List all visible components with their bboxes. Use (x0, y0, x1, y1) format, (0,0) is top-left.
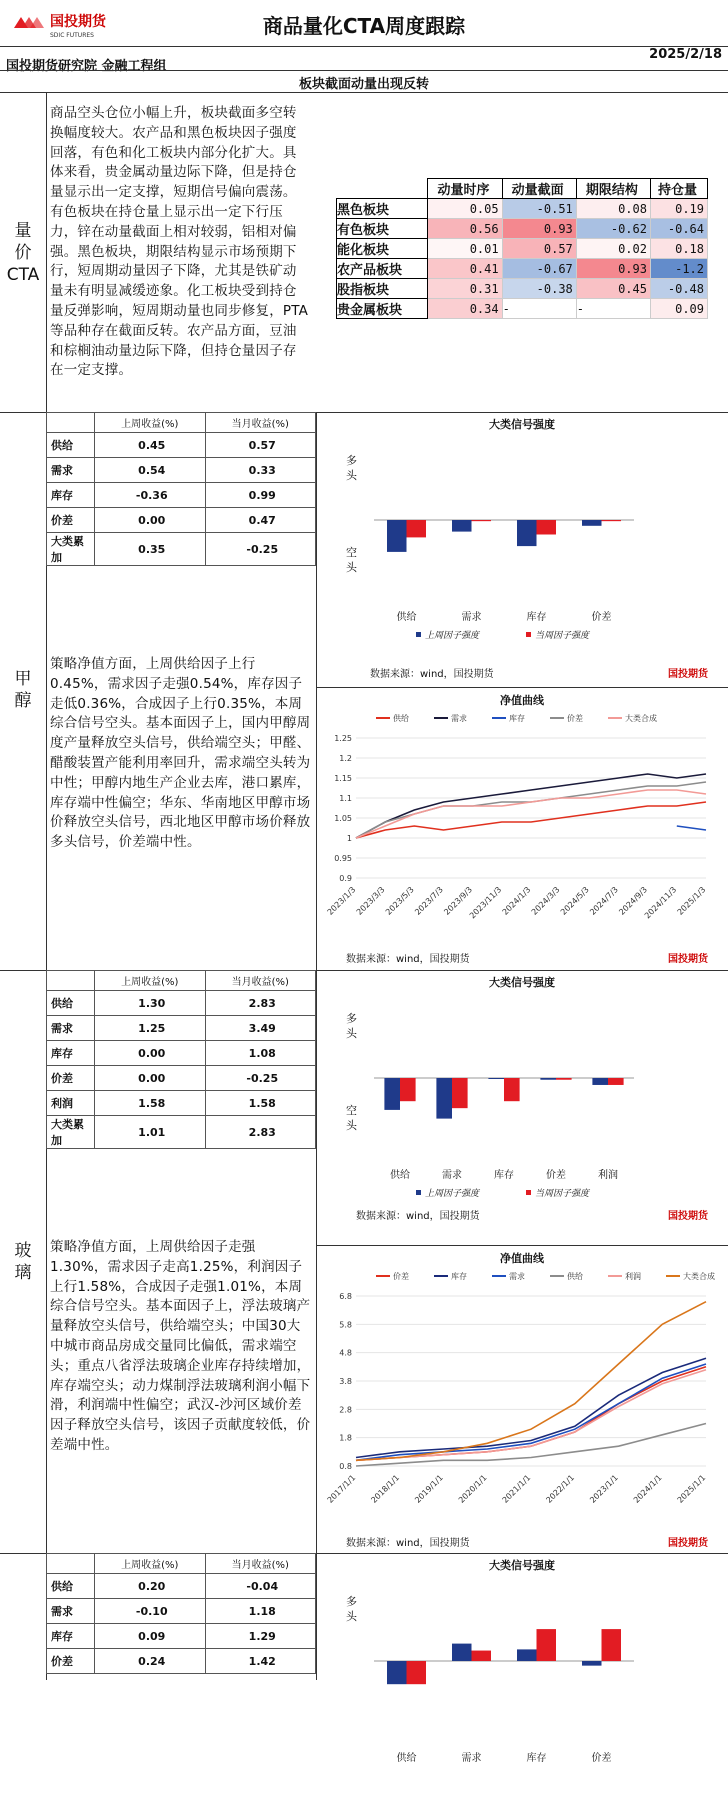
table-header: 当月收益(%) (205, 971, 316, 991)
table-cell: 2.83 (205, 991, 316, 1016)
series-line (356, 802, 706, 838)
table-row (47, 508, 316, 533)
bar (407, 1661, 427, 1684)
legend-label: 上周因子强度 (425, 631, 480, 641)
long-label: 多 (346, 1012, 357, 1025)
short-label: 空 (346, 546, 357, 559)
table-cell: 0.00 (95, 508, 206, 533)
heatmap-cell: 0.09 (650, 299, 707, 319)
category-label: 需求 (442, 1170, 462, 1181)
x-tick-label: 2024/3/3 (529, 885, 562, 917)
y-tick-label: 1.05 (334, 814, 352, 823)
chart-title: 净值曲线 (500, 694, 544, 707)
legend-label: 库存 (509, 714, 525, 723)
heatmap-cell: -0.38 (502, 279, 576, 299)
category-label: 需求 (461, 1753, 482, 1764)
bar (540, 1078, 556, 1080)
svg-text:国投期货: 国投期货 (50, 14, 106, 30)
bar (436, 1078, 452, 1119)
table-header: 上周收益(%) (95, 413, 206, 433)
x-tick-label: 2024/5/3 (558, 885, 591, 917)
table-cell: -0.36 (95, 483, 206, 508)
y-tick-label: 2.8 (339, 1405, 352, 1415)
long-label: 头 (346, 1610, 357, 1623)
legend-label: 库存 (451, 1272, 467, 1281)
chart-title: 大类信号强度 (489, 1559, 555, 1572)
category-label: 供给 (390, 1170, 410, 1181)
y-tick-label: 1 (346, 834, 352, 843)
heatmap-cell: -0.51 (502, 199, 576, 219)
table-row (47, 1574, 316, 1599)
x-tick-label: 2023/3/3 (354, 885, 387, 917)
heatmap-col-header: 期限结构 (576, 179, 650, 199)
bar (472, 1651, 492, 1661)
bar (407, 520, 427, 537)
overview-text: 商品空头仓位小幅上升，板块截面多空转换幅度较大。农产品和黑色板块因子强度回落，有色和化工板块内部分化扩大。具体来看，贵金属动量边际下降，但是持仓量显示出一定支撑，短期信号偏向震荡。有色板块在持仓量上显示出一定下行压力，锌在动量截面上相对较弱，铝相对偏强。黑色板块，期限结构显示市场预期下行，短周期动量因子下降，尤其是铁矿动量未有明显减缓迹象。化工板块受到持仓量反弹影响，短周期动量也同步修复，PTA等品种存在截面反转。农产品方面，豆油和棕榈油动量边际下降，但持仓量因子存在一定支撑。 (50, 105, 309, 379)
table-row (47, 1624, 316, 1649)
y-tick-label: 1.1 (339, 794, 352, 803)
table-cell: 0.57 (205, 433, 316, 458)
table-cell: 需求 (47, 1599, 95, 1624)
heatmap-cell: 0.08 (576, 199, 650, 219)
table-cell: 0.00 (95, 1041, 206, 1066)
heatmap-cell: -0.62 (576, 219, 650, 239)
table-header: 当月收益(%) (205, 413, 316, 433)
glass-nav-chart (316, 1246, 728, 1553)
table-cell: -0.04 (205, 1574, 316, 1599)
y-tick-label: 1.15 (334, 774, 352, 783)
heatmap-row-label: 能化板块 (337, 239, 428, 259)
heatmap-row-label: 农产品板块 (337, 259, 428, 279)
y-tick-label: 6.8 (339, 1292, 352, 1301)
table-row (47, 433, 316, 458)
table-row (47, 1649, 316, 1674)
table-cell: 大类累加 (47, 533, 95, 566)
glass-label: 玻 璃 (14, 1241, 32, 1283)
legend-label: 上周因子强度 (425, 1189, 480, 1199)
heatmap-cell: 0.45 (576, 279, 650, 299)
factor-heatmap (336, 178, 708, 319)
bar (608, 1078, 624, 1085)
x-tick-label: 2018/1/1 (369, 1473, 402, 1505)
x-tick-label: 2023/7/3 (413, 885, 445, 917)
category-label: 库存 (526, 612, 547, 623)
x-tick-label: 2024/1/1 (631, 1473, 664, 1505)
source-note: 数据来源：wind，国投期货 (370, 669, 494, 680)
y-tick-label: 0.8 (339, 1462, 352, 1471)
table-cell: 1.29 (205, 1624, 316, 1649)
table-row (47, 1041, 316, 1066)
table-cell: 1.58 (95, 1091, 206, 1116)
bar (537, 520, 557, 535)
bar (556, 1078, 572, 1080)
fourth-return-table (46, 1553, 316, 1674)
table-cell: 0.00 (95, 1066, 206, 1091)
legend-label: 当周因子强度 (535, 1189, 590, 1199)
legend-label: 供给 (393, 714, 409, 723)
table-cell: 1.25 (95, 1016, 206, 1041)
y-tick-label: 1.8 (339, 1433, 352, 1443)
long-label: 头 (346, 1027, 357, 1040)
heatmap-col-header: 动量时序 (428, 179, 502, 199)
table-cell: 0.20 (95, 1574, 206, 1599)
long-label: 头 (346, 469, 357, 482)
table-cell: 1.30 (95, 991, 206, 1016)
legend-label: 价差 (567, 714, 583, 723)
table-row (47, 1116, 316, 1149)
category-label: 利润 (598, 1170, 618, 1181)
heatmap-row-label: 黑色板块 (337, 199, 428, 219)
heatmap-cell: 0.56 (428, 219, 502, 239)
heatmap-cell: 0.93 (502, 219, 576, 239)
heatmap-cell: - (576, 299, 650, 319)
table-header: 当月收益(%) (205, 1554, 316, 1574)
table-row (47, 991, 316, 1016)
table-cell: 0.35 (95, 533, 206, 566)
long-label: 多 (346, 454, 357, 467)
table-row (47, 458, 316, 483)
table-row (47, 483, 316, 508)
source-note: 数据来源：wind，国投期货 (356, 1211, 480, 1222)
heatmap-col-header: 动量截面 (502, 179, 576, 199)
table-cell: 库存 (47, 1041, 95, 1066)
table-row (47, 533, 316, 566)
table-cell: 1.01 (95, 1116, 206, 1149)
glass-text: 策略净值方面，上周供给因子走强1.30%，需求因子走高1.25%，利润因子上行1.58%，合成因子走强1.01%，本周综合信号空头。基本面因子上，浮法玻璃产量释放空头信号，供给端空头；中国30大中城市商品房成交量同比偏低，需求端空头；重点八省浮法玻璃企业库存持续增加，库存端空头；动力煤制浮法玻璃利润小幅下滑，利润端中性偏空；武汉-沙河区域价差因子释放空头信号，该因子贡献度较低，价差端中性。 (50, 1239, 311, 1453)
x-tick-label: 2019/1/1 (413, 1473, 445, 1505)
mini-logo: 国投期货 (668, 1211, 708, 1222)
x-tick-label: 2024/7/3 (588, 885, 620, 917)
table-cell: 0.09 (95, 1624, 206, 1649)
legend-label: 供给 (567, 1272, 583, 1281)
table-row (47, 1016, 316, 1041)
chart-title: 大类信号强度 (489, 418, 555, 431)
heatmap-cell: - (502, 299, 576, 319)
legend-label: 大类合成 (625, 714, 657, 723)
heatmap-cell: 0.34 (428, 299, 502, 319)
chart-title: 净值曲线 (500, 1252, 544, 1265)
x-tick-label: 2020/1/1 (456, 1473, 489, 1505)
table-cell: 利润 (47, 1091, 95, 1116)
heatmap-cell: 0.01 (428, 239, 502, 259)
source-note: 数据来源：wind，国投期货 (346, 1538, 470, 1549)
heatmap-cell: 0.41 (428, 259, 502, 279)
y-tick-label: 4.8 (339, 1348, 352, 1358)
bar (537, 1629, 557, 1661)
table-cell: 价差 (47, 508, 95, 533)
chart-title: 大类信号强度 (489, 976, 555, 989)
bar (400, 1078, 416, 1101)
y-tick-label: 1.25 (334, 734, 352, 743)
short-label: 空 (346, 1104, 357, 1117)
department: 国投期货研究院 金融工程组 (6, 59, 167, 74)
table-header: 上周收益(%) (95, 971, 206, 991)
category-label: 供给 (396, 1753, 417, 1764)
heatmap-row-label: 股指板块 (337, 279, 428, 299)
table-cell: 0.99 (205, 483, 316, 508)
category-label: 价差 (591, 1753, 612, 1764)
x-tick-label: 2021/1/1 (500, 1473, 533, 1505)
bar (452, 1644, 472, 1661)
source-note: 数据来源：wind，国投期货 (346, 954, 470, 965)
category-label: 价差 (591, 612, 612, 623)
y-tick-label: 3.8 (339, 1377, 352, 1386)
heatmap-cell: -0.67 (502, 259, 576, 279)
table-row (47, 1091, 316, 1116)
bar (592, 1078, 608, 1085)
x-tick-label: 2023/9/3 (442, 885, 475, 917)
bar (387, 520, 407, 552)
mini-logo: 国投期货 (668, 669, 708, 680)
heatmap-cell: 0.02 (576, 239, 650, 259)
y-tick-label: 1.2 (339, 754, 352, 763)
short-label: 头 (346, 1119, 357, 1132)
table-cell: 供给 (47, 1574, 95, 1599)
heatmap-row-label: 贵金属板块 (337, 299, 428, 319)
table-cell: 0.24 (95, 1649, 206, 1674)
table-cell: 1.58 (205, 1091, 316, 1116)
bar (517, 1649, 537, 1661)
table-header: 上周收益(%) (95, 1554, 206, 1574)
table-cell: 需求 (47, 1016, 95, 1041)
x-tick-label: 2023/1/1 (588, 1473, 620, 1505)
bar (582, 520, 602, 526)
table-cell: -0.25 (205, 1066, 316, 1091)
section-title: 板块截面动量出现反转 (298, 77, 429, 92)
x-tick-label: 2025/1/1 (675, 1473, 708, 1505)
table-cell: 0.45 (95, 433, 206, 458)
heatmap-col-header: 持仓量 (650, 179, 707, 199)
table-cell: 供给 (47, 433, 95, 458)
table-row (47, 1599, 316, 1624)
y-tick-label: 0.95 (334, 854, 352, 863)
table-cell: 库存 (47, 483, 95, 508)
legend-swatch (526, 1190, 531, 1195)
category-label: 价差 (546, 1170, 566, 1181)
table-cell: 1.42 (205, 1649, 316, 1674)
bar (602, 1629, 622, 1661)
table-cell: 1.18 (205, 1599, 316, 1624)
methanol-text: 策略净值方面，上周供给因子上行0.45%，需求因子走强0.54%，库存因子走低0.36%，合成因子上行0.35%，本周综合信号空头。基本面因子上，国内甲醇周度产量释放空头信号，供给端空头；甲醛、醋酸装置产能利用率回升，需求端空头转为中性；甲醇内地生产企业去库，港口累库，库存端中性偏空；华东、华南地区甲醇市场价释放空头信号，西北地区甲醇市场价释放多头信号，价差端中性。 (50, 656, 311, 851)
glass-return-table (46, 970, 316, 1149)
heatmap-cell: 0.05 (428, 199, 502, 219)
table-cell: -0.10 (95, 1599, 206, 1624)
heatmap-cell: -1.2 (650, 259, 707, 279)
table-row (47, 1066, 316, 1091)
heatmap-cell: 0.93 (576, 259, 650, 279)
category-label: 供给 (396, 612, 417, 623)
x-tick-label: 2017/1/1 (325, 1473, 358, 1505)
long-label: 多 (346, 1595, 357, 1608)
bar (488, 1078, 504, 1079)
table-cell: 库存 (47, 1624, 95, 1649)
x-tick-label: 2024/11/3 (642, 885, 679, 921)
table-cell: 供给 (47, 991, 95, 1016)
mini-logo: 国投期货 (668, 954, 708, 965)
x-tick-label: 2023/11/3 (467, 885, 504, 921)
fourth-signal-chart (316, 1553, 728, 1764)
legend-swatch (526, 632, 531, 637)
series-line (356, 790, 706, 838)
bar (384, 1078, 400, 1110)
category-label: 库存 (526, 1753, 547, 1764)
legend-label: 价差 (393, 1272, 409, 1281)
legend-swatch (416, 1190, 421, 1195)
short-label: 头 (346, 561, 357, 574)
heatmap-row-label: 有色板块 (337, 219, 428, 239)
legend-label: 利润 (625, 1272, 641, 1281)
x-tick-label: 2023/5/3 (383, 885, 416, 917)
methanol-label: 甲 醇 (14, 669, 32, 711)
glass-signal-chart (316, 970, 728, 1245)
legend-label: 需求 (509, 1272, 525, 1281)
bar (472, 520, 492, 521)
category-label: 库存 (494, 1170, 514, 1181)
legend-label: 当周因子强度 (535, 631, 590, 641)
bar (452, 1078, 468, 1108)
mini-logo: 国投期货 (668, 1538, 708, 1549)
methanol-nav-chart (316, 688, 728, 970)
legend-swatch (416, 632, 421, 637)
heatmap-cell: -0.48 (650, 279, 707, 299)
page-title: 商品量化CTA周度跟踪 (262, 14, 466, 38)
bar (582, 1661, 602, 1666)
methanol-return-table (46, 412, 316, 566)
table-cell: 需求 (47, 458, 95, 483)
table-cell: 大类累加 (47, 1116, 95, 1149)
table-cell: 价差 (47, 1649, 95, 1674)
y-tick-label: 5.8 (339, 1320, 352, 1330)
bar (452, 520, 472, 532)
category-label: 需求 (461, 612, 482, 623)
x-tick-label: 2023/1/3 (325, 885, 358, 917)
x-tick-label: 2022/1/1 (544, 1473, 577, 1505)
heatmap-cell: 0.18 (650, 239, 707, 259)
bar (517, 520, 537, 546)
bar (602, 520, 622, 521)
heatmap-cell: 0.31 (428, 279, 502, 299)
heatmap-cell: 0.19 (650, 199, 707, 219)
table-cell: 2.83 (205, 1116, 316, 1149)
series-line (677, 826, 706, 830)
svg-text:SDIC FUTURES: SDIC FUTURES (50, 32, 94, 39)
heatmap-cell: 0.57 (502, 239, 576, 259)
legend-label: 大类合成 (683, 1272, 715, 1281)
bar (387, 1661, 407, 1684)
table-cell: 3.49 (205, 1016, 316, 1041)
table-cell: 1.08 (205, 1041, 316, 1066)
overview-label: 量 价 CTA (6, 221, 40, 285)
y-tick-label: 0.9 (339, 874, 352, 883)
x-tick-label: 2024/1/3 (500, 885, 533, 917)
bar (504, 1078, 520, 1101)
legend-label: 需求 (451, 714, 467, 723)
x-tick-label: 2024/9/3 (617, 885, 650, 917)
table-cell: 0.47 (205, 508, 316, 533)
report-date: 2025/2/18 (649, 47, 722, 62)
table-cell: 0.54 (95, 458, 206, 483)
table-cell: -0.25 (205, 533, 316, 566)
table-cell: 0.33 (205, 458, 316, 483)
methanol-signal-chart (316, 412, 728, 687)
table-cell: 价差 (47, 1066, 95, 1091)
heatmap-cell: -0.64 (650, 219, 707, 239)
x-tick-label: 2025/1/3 (675, 885, 708, 917)
